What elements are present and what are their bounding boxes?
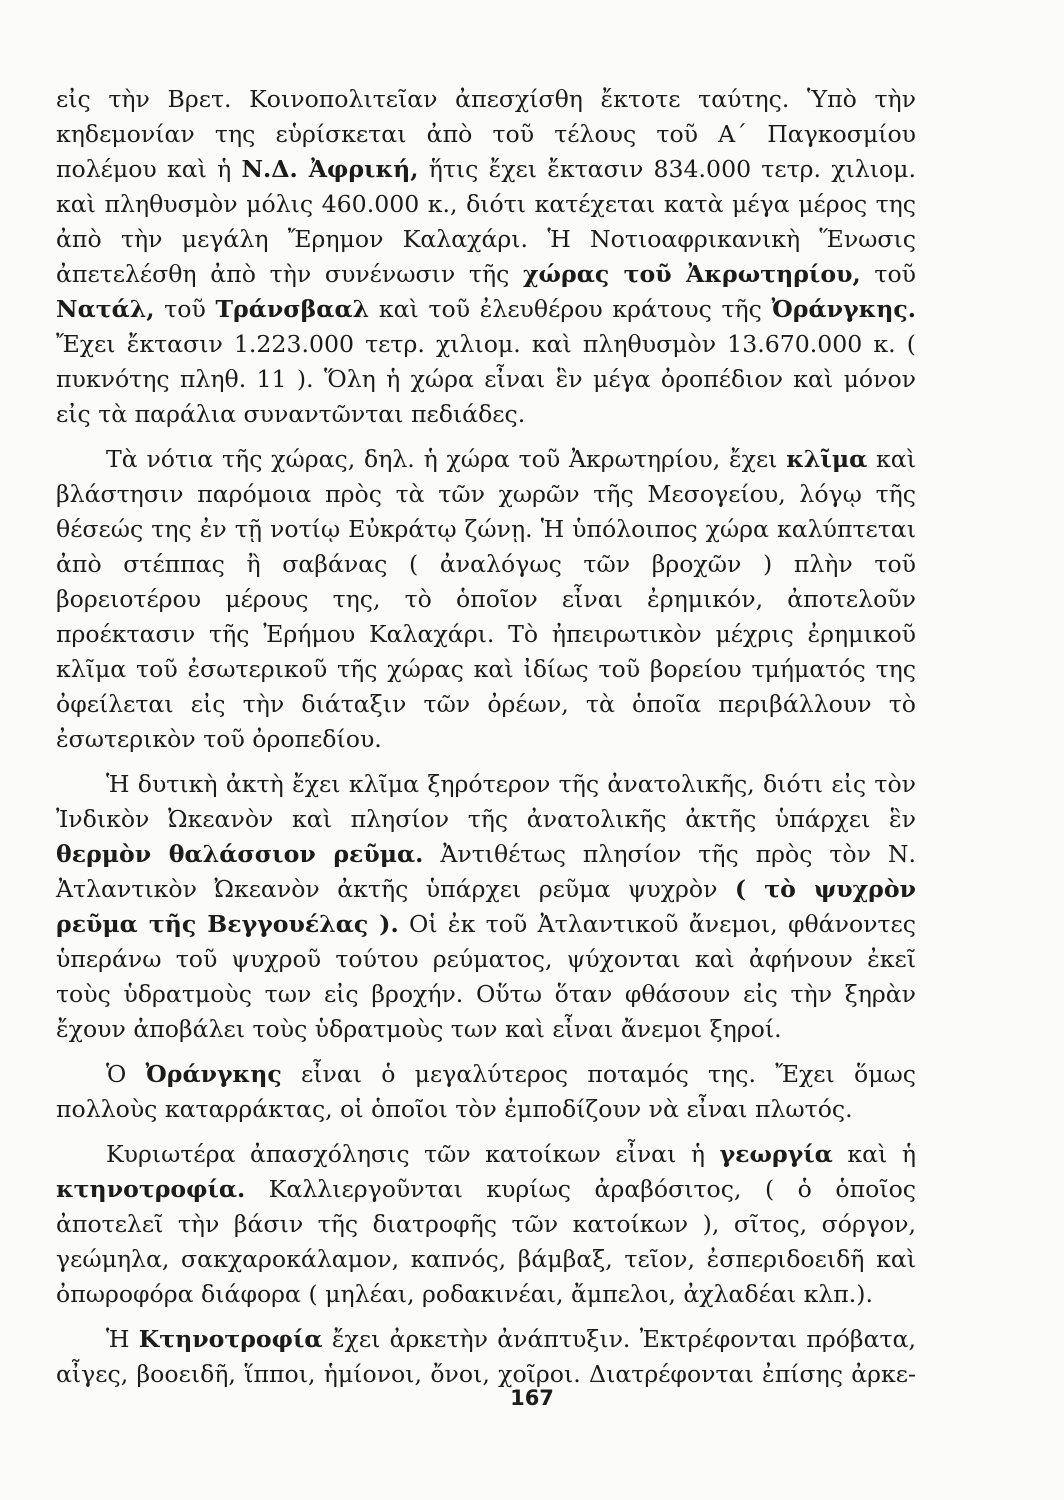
text-run: Καλλιεργοῦνται κυρίως ἀραβόσιτος, ( ὁ ὁποῖος ἀποτελεῖ τὴν βάσιν τῆς διατροφῆς τῶν κατοίκων ), σῖτος, σόργον, γεώμηλα, σακχαροκάλαμον, καπνός, βάμβαξ, τεῖον, ἐσπεριδοειδῆ καὶ ὀπωροφόρα διάφορα ( μηλέαι, ροδακινέαι, ἄμπελοι, ἀχλαδέαι κλπ.). [56, 1175, 916, 1308]
bold-term: χώρας τοῦ Ἀκρωτηρίου, [523, 260, 861, 288]
bold-term: θερμὸν θαλάσσιον ρεῦμα. [56, 840, 424, 868]
text-run: τοῦ [860, 260, 916, 288]
text-run: ἔχει ἀρκετὴν ἀνάπτυξιν. Ἐκτρέφονται πρόβατα, αἶγες, βοοειδῆ, ἵπποι, ἡμίονοι, ὄνοι, χοῖροι. Διατρέφονται ἐπίσης ἀρκε- [56, 1325, 916, 1388]
text-run: ἥτις ἔχει ἔκτασιν 834.000 τετρ. χιλιομ. καὶ πληθυσμὸν μόλις 460.000 κ., διότι κατέχεται κατὰ μέγα μέρος της ἀπὸ τὴν μεγάλη Ἔρημον Καλαχάρι. Ἡ Νοτιοαφρικανικὴ Ἕνωσις ἀπετελέσθη ἀπὸ τὴν συνένωσιν τῆς [56, 155, 917, 288]
page-number: 167 [510, 1386, 554, 1410]
text-run: Τὰ νότια τῆς χώρας, δηλ. ἡ χώρα τοῦ Ἀκρωτηρίου, ἔχει [106, 445, 787, 473]
text-run: καὶ ἡ [832, 1140, 916, 1168]
text-run: Ἀντιθέτως πλησίον τῆς πρὸς τὸν Ν. Ἀτλαντικὸν Ὠκεανὸν ἀκτῆς ὑπάρχει ρεῦμα ψυχρὸν [56, 840, 917, 903]
paragraph-2 [56, 442, 916, 757]
paragraph-1 [56, 82, 916, 432]
paragraph-6 [56, 1322, 916, 1392]
text-run: Ἡ [106, 1325, 139, 1353]
text-run: εἰς τὴν Βρετ. Κοινοπολιτεῖαν ἀπεσχίσθη ἔκτοτε ταύτης. Ὑπὸ τὴν κηδεμονίαν της εὑρίσκεται ἀπὸ τοῦ τέλους τοῦ Α΄ Παγκοσμίου πολέμου καὶ ἡ [56, 85, 916, 183]
bold-term: Ν.Δ. Ἀφρική, [241, 155, 419, 183]
bold-term: κλῖμα [786, 445, 868, 473]
text-run: Ἡ δυτικὴ ἀκτὴ ἔχει κλῖμα ξηρότερον τῆς ἀνατολικῆς, διότι εἰς τὸν Ἰνδικὸν Ὠκεανὸν καὶ πλησίον τῆς ἀνατολικῆς ἀκτῆς ὑπάρχει ἓν [56, 770, 916, 833]
body-text [56, 82, 916, 1392]
paragraph-5 [56, 1137, 916, 1312]
text-run: Οἱ ἐκ τοῦ Ἀτλαντικοῦ ἄνεμοι, φθάνοντες ὑπεράνω τοῦ ψυχροῦ τούτου ρεύματος, ψύχονται καὶ ἀφήνουν ἐκεῖ τοὺς ὑδρατμοὺς των εἰς βροχήν. Οὕτω ὅταν φθάσουν εἰς τὴν ξηρὰν ἔχουν ἀποβάλει τοὺς ὑδρατμοὺς των καὶ εἶναι ἄνεμοι ξηροί. [56, 910, 916, 1043]
paragraph-4 [56, 1057, 916, 1127]
bold-term: γεωργία [719, 1140, 833, 1168]
bold-term: Ὀράνγκης [145, 1060, 282, 1088]
text-run: Ὁ [106, 1060, 146, 1088]
bold-term: Νατάλ, [56, 295, 155, 323]
text-run: καὶ βλάστησιν παρόμοια πρὸς τὰ τῶν χωρῶν τῆς Μεσογείου, λόγῳ τῆς θέσεώς της ἐν τῇ νοτίῳ Εὐκράτῳ ζώνῃ. Ἡ ὑπόλοιπος χώρα καλύπτεται ἀπὸ στέππας ἢ σαβάνας ( ἀναλόγως τῶν βροχῶν ) πλὴν τοῦ βορειοτέρου μέρους της, τὸ ὁποῖον εἶναι ἐρημικόν, ἀποτελοῦν προέκτασιν τῆς Ἐρήμου Καλαχάρι. Τὸ ἠπειρωτικὸν μέχρις ἐρημικοῦ κλῖμα τοῦ ἐσωτερικοῦ τῆς χώρας καὶ ἰδίως τοῦ βορείου τμήματός της ὀφείλεται εἰς τὴν διάταξιν τῶν ὀρέων, τὰ ὁποῖα περιβάλλουν τὸ ἐσωτερικὸν τοῦ ὀροπεδίου. [56, 445, 916, 753]
text-run: τοῦ [154, 295, 216, 323]
bold-term: κτηνοτροφία. [56, 1175, 246, 1203]
bold-term: Κτηνοτροφία [138, 1325, 323, 1353]
text-run: καὶ τοῦ ἐλευθέρου κράτους τῆς [369, 295, 772, 323]
text-run: εἶναι ὁ μεγαλύτερος ποταμός της. Ἔχει ὅμως πολλοὺς καταρράκτας, οἱ ὁποῖοι τὸν ἐμποδίζουν νὰ εἶναι πλωτός. [56, 1060, 916, 1123]
text-run: Ἔχει ἔκτασιν 1.223.000 τετρ. χιλιομ. καὶ πληθυσμὸν 13.670.000 κ. ( πυκνότης πληθ. 11 ). Ὅλη ἡ χώρα εἶναι ἓν μέγα ὀροπέδιον καὶ μόνον εἰς τὰ παράλια συναντῶνται πεδιάδες. [56, 330, 916, 428]
bold-term: Τράνσβααλ [215, 295, 370, 323]
paragraph-3 [56, 767, 916, 1047]
text-run: Κυριωτέρα ἀπασχόλησις τῶν κατοίκων εἶναι ἡ [106, 1140, 720, 1168]
bold-term: Ὀράνγκης. [771, 295, 916, 323]
bold-term: ( τὸ ψυχρὸν ρεῦμα τῆς Βεγγουέλας ). [56, 875, 916, 938]
